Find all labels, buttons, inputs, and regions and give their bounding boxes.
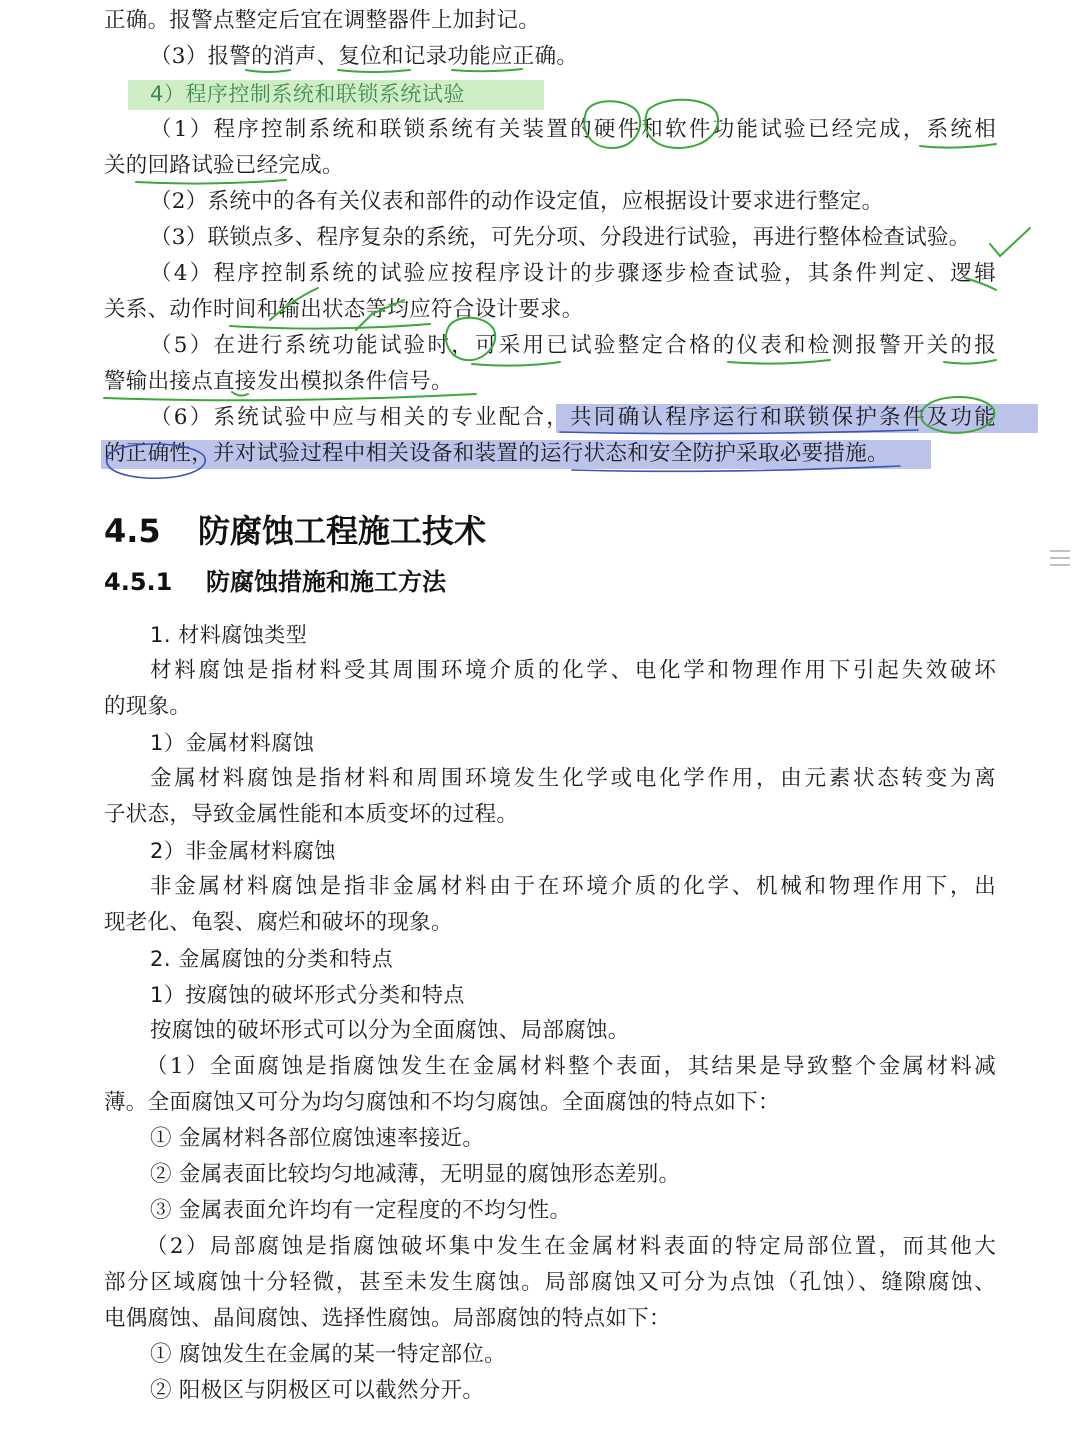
pen-check — [990, 228, 1030, 256]
list-item: ② 阳极区与阴极区可以截然分开。 — [150, 1378, 485, 1403]
body-line: 子状态，导致金属性能和本质变坏的过程。 — [104, 802, 519, 827]
body-heading: 1）按腐蚀的破坏形式分类和特点 — [150, 983, 465, 1007]
body-line: （1）全面腐蚀是指腐蚀发生在金属材料整个表面，其结果是导致整个金属材料减 — [146, 1054, 996, 1079]
body-line: 材料腐蚀是指材料受其周围环境介质的化学、电化学和物理作用下引起失效破坏 — [150, 658, 996, 683]
section-heading — [104, 508, 486, 554]
text-line: （6）系统试验中应与相关的专业配合，共同确认程序运行和联锁保护条件及功能 — [150, 405, 996, 430]
text-line: 的正确性，并对试验过程中相关设备和装置的运行状态和安全防护采取必要措施。 — [104, 441, 889, 466]
body-line: 部分区域腐蚀十分轻微，甚至未发生腐蚀。局部腐蚀又可分为点蚀（孔蚀）、缝隙腐蚀、 — [104, 1270, 996, 1295]
text-line: （3）报警的消声、复位和记录功能应正确。 — [150, 44, 579, 69]
list-item: ② 金属表面比较均匀地减薄，无明显的腐蚀形态差别。 — [150, 1162, 681, 1187]
body-line: （2）局部腐蚀是指腐蚀破坏集中发生在金属材料表面的特定局部位置，而其他大 — [146, 1234, 996, 1259]
body-line: 非金属材料腐蚀是指非金属材料由于在环境介质的化学、机械和物理作用下，出 — [150, 874, 996, 899]
text-line: 关的回路试验已经完成。 — [104, 153, 344, 178]
list-item: ③ 金属表面允许均有一定程度的不均匀性。 — [150, 1198, 572, 1223]
section-number: 4.5 — [104, 512, 161, 550]
body-line: 金属材料腐蚀是指材料和周围环境发生化学或电化学作用，由元素状态转变为离 — [150, 766, 996, 791]
body-heading: 2. 金属腐蚀的分类和特点 — [150, 947, 394, 971]
text-line: （3）联锁点多、程序复杂的系统，可先分项、分段进行试验，再进行整体检查试验。 — [150, 225, 971, 250]
text-line: （5）在进行系统功能试验时，可采用已试验整定合格的仪表和检测报警开关的报 — [150, 333, 996, 358]
body-line: 按腐蚀的破坏形式可以分为全面腐蚀、局部腐蚀。 — [150, 1018, 630, 1043]
text-line: 正确。报警点整定后宜在调整器件上加封记。 — [104, 8, 541, 33]
subheading-program-control: 4）程序控制系统和联锁系统试验 — [150, 82, 465, 106]
text-line: 关系、动作时间和输出状态等均应符合设计要求。 — [104, 297, 584, 322]
text-line: （2）系统中的各有关仪表和部件的动作设定值，应根据设计要求进行整定。 — [150, 189, 884, 214]
text-line: 警输出接点直接发出模拟条件信号。 — [104, 369, 453, 394]
body-heading: 1. 材料腐蚀类型 — [150, 623, 308, 647]
body-line: 的现象。 — [104, 694, 192, 719]
body-heading: 1）金属材料腐蚀 — [150, 731, 315, 755]
body-line: 电偶腐蚀、晶间腐蚀、选择性腐蚀。局部腐蚀的特点如下： — [104, 1306, 671, 1331]
section-title: 防腐蚀工程施工技术 — [198, 512, 487, 550]
body-heading: 2）非金属材料腐蚀 — [150, 839, 336, 863]
body-line: 薄。全面腐蚀又可分为均匀腐蚀和不均匀腐蚀。全面腐蚀的特点如下： — [104, 1090, 780, 1115]
scroll-handle-icon[interactable] — [1050, 550, 1070, 572]
list-item: ① 金属材料各部位腐蚀速率接近。 — [150, 1126, 485, 1151]
text-line: （4）程序控制系统的试验应按程序设计的步骤逐步检查试验，其条件判定、逻辑 — [150, 261, 996, 286]
subsection-number: 4.5.1 — [104, 568, 173, 596]
text-line: （1）程序控制系统和联锁系统有关装置的硬件和软件功能试验已经完成，系统相 — [150, 117, 996, 142]
subsection-title: 防腐蚀措施和施工方法 — [206, 568, 446, 596]
subsection-heading — [104, 563, 446, 601]
body-line: 现老化、龟裂、腐烂和破坏的现象。 — [104, 910, 453, 935]
list-item: ① 腐蚀发生在金属的某一特定部位。 — [150, 1342, 506, 1367]
pen-underline — [472, 362, 560, 366]
